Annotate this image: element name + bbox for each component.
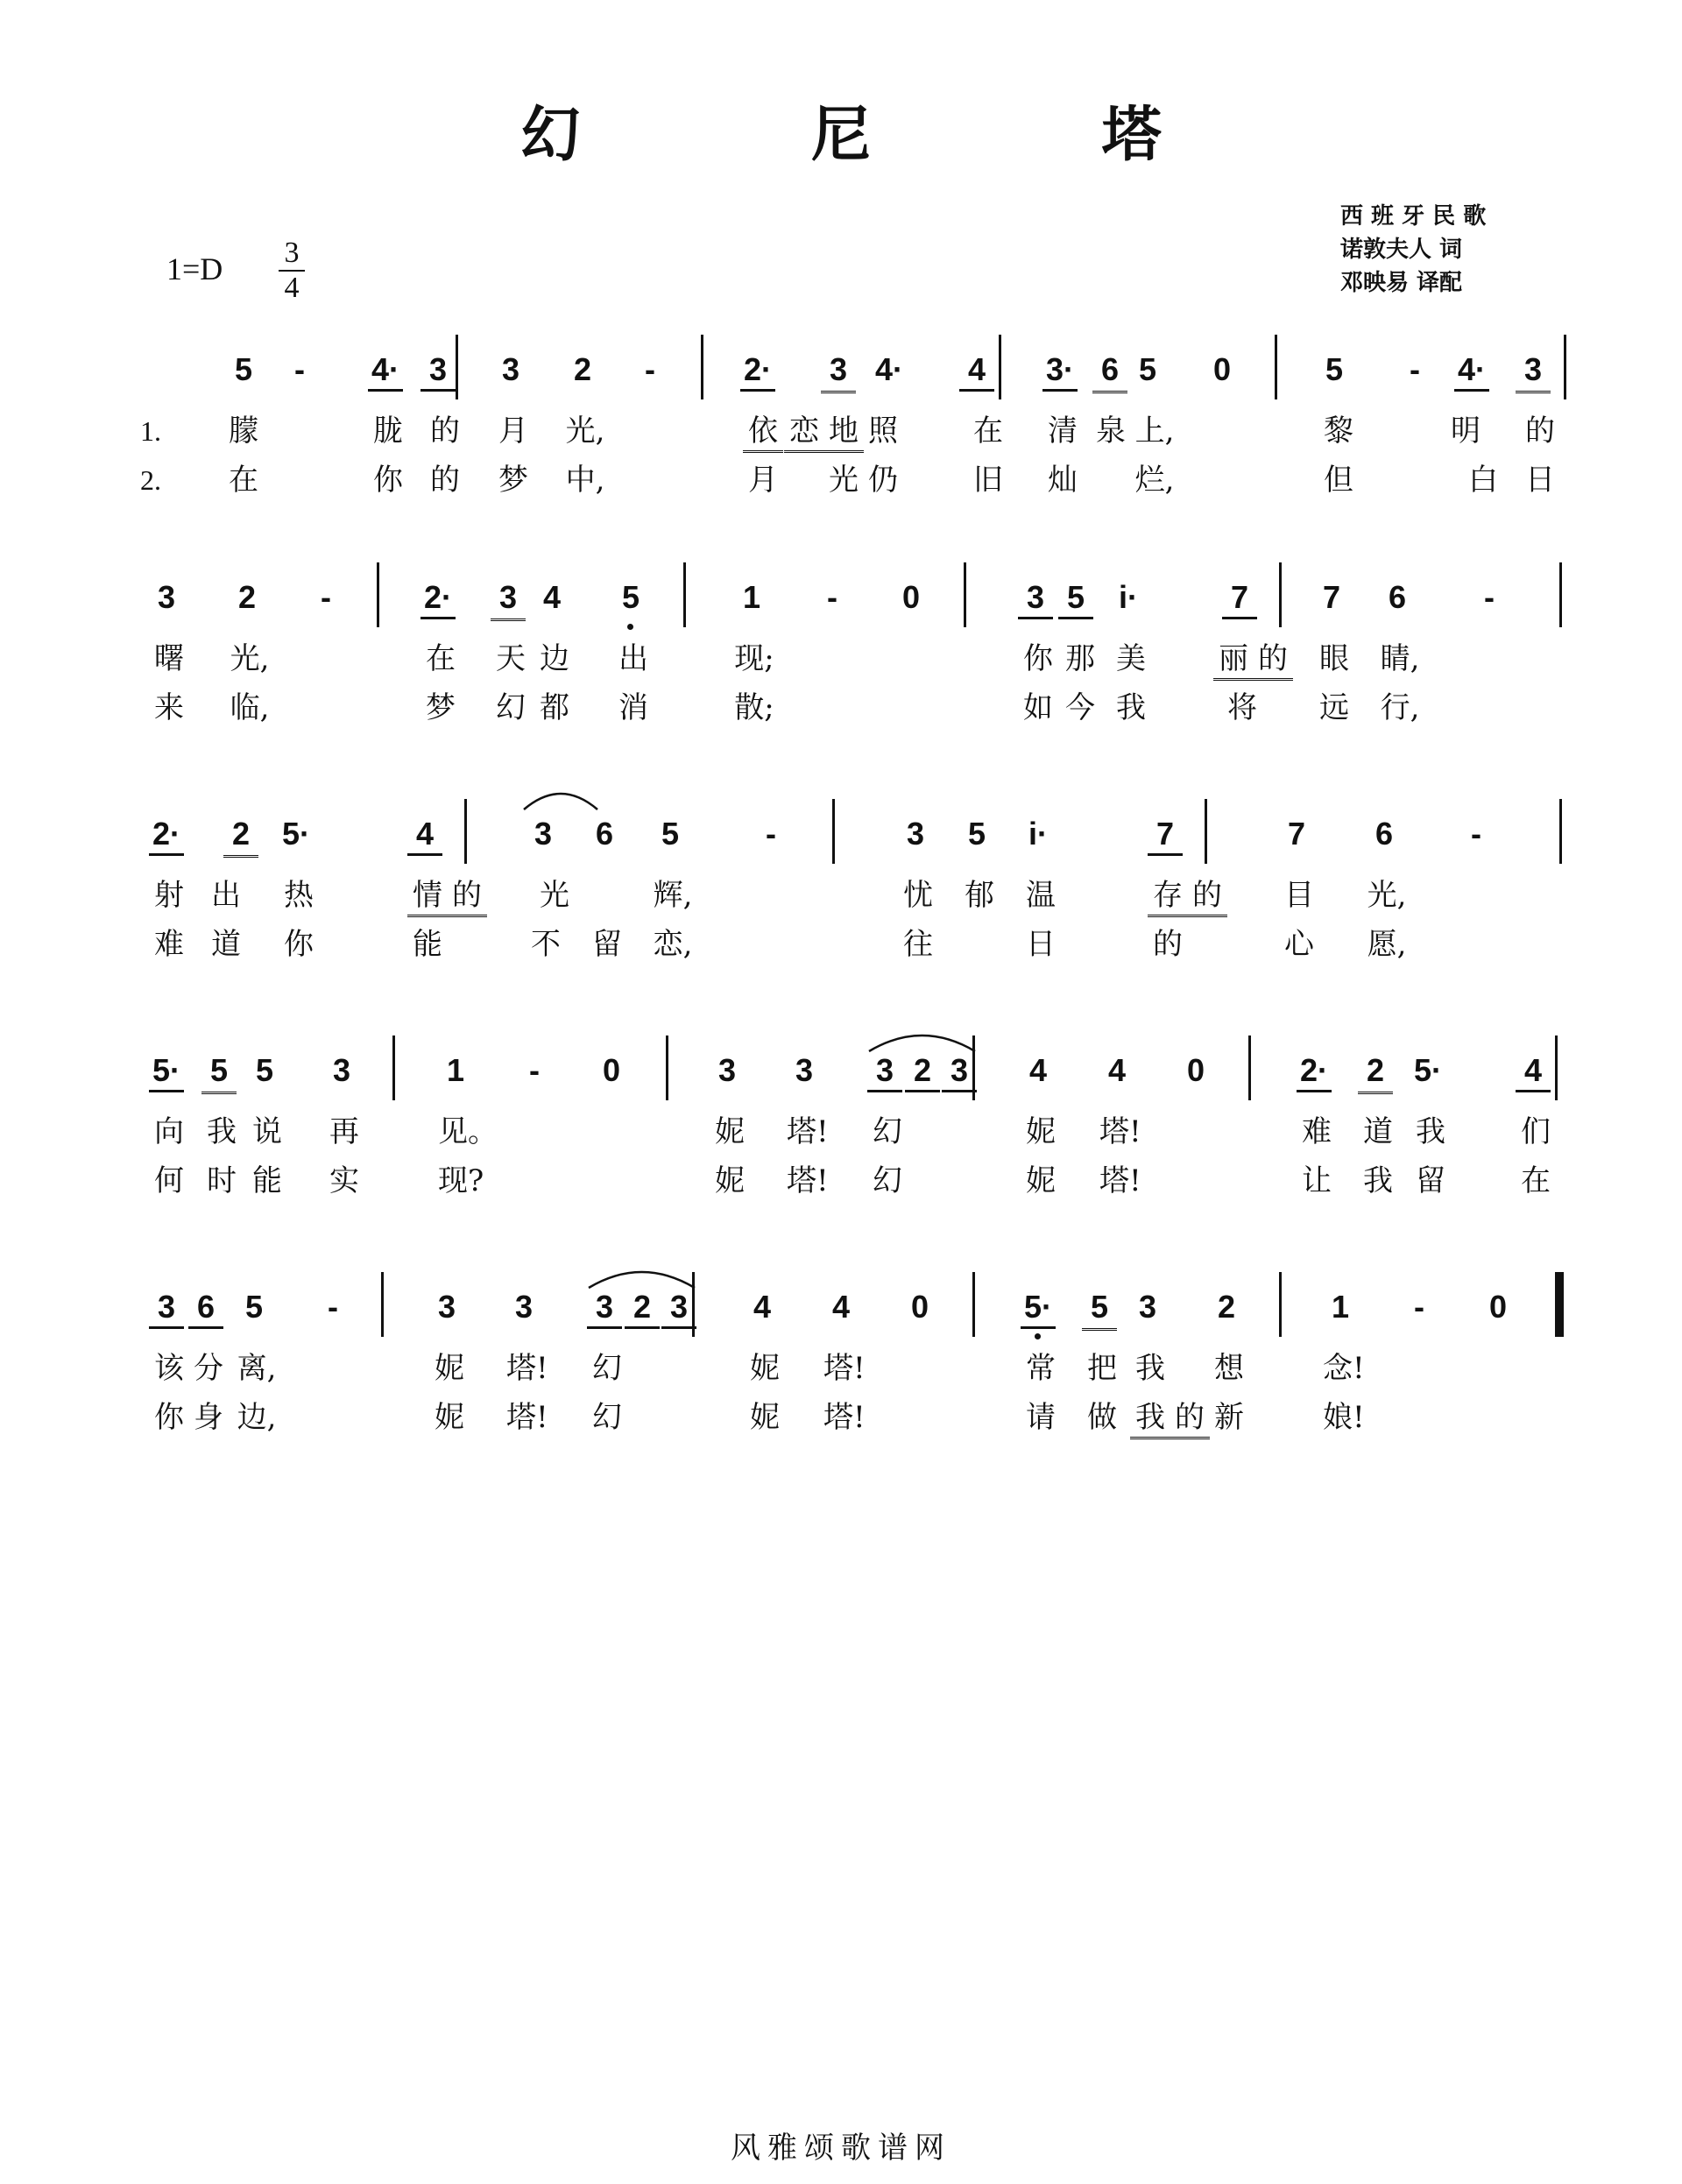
note: 3: [906, 816, 925, 852]
note: 3: [717, 1052, 737, 1088]
note: 6: [1375, 816, 1394, 852]
verse-number: 1.: [140, 415, 161, 447]
lyric-syllable: 做: [1087, 1400, 1117, 1435]
note: 7: [1322, 579, 1341, 615]
lyric-syllable: 我: [207, 1114, 237, 1149]
barline: [456, 335, 458, 399]
lyric-syllable: 在: [973, 413, 1003, 449]
lyric-syllable: 妮: [715, 1163, 745, 1198]
lyric-syllable: 美: [1116, 641, 1146, 676]
lyric-syllable: 的: [1170, 1398, 1210, 1439]
lyric-syllable: 今: [1065, 690, 1095, 725]
lyric-syllable: 幻: [592, 1351, 622, 1386]
lyric-syllable: 塔!: [823, 1351, 866, 1386]
note: 2: [223, 815, 258, 858]
lyric-syllable: 幻: [873, 1163, 902, 1198]
barline: [381, 1272, 384, 1337]
note: 4: [542, 579, 562, 615]
lyric-syllable: 散;: [734, 690, 774, 725]
lyric-syllable: 白: [1468, 463, 1498, 498]
note: 5: [967, 816, 986, 852]
lyric-syllable: 射: [154, 878, 184, 913]
barline: [1564, 335, 1566, 399]
lyric-syllable: 行,: [1380, 690, 1420, 725]
lyric-syllable: 妮: [750, 1351, 780, 1386]
note: 5: [234, 351, 253, 387]
lyric-syllable: 灿: [1048, 463, 1078, 498]
barline: [1559, 799, 1562, 864]
note: 5·: [149, 1051, 184, 1092]
lyric-syllable: 边: [540, 641, 569, 676]
lyric-syllable: 心: [1284, 927, 1314, 962]
lyric-syllable: 道: [1363, 1114, 1393, 1149]
lyric-syllable: 睛,: [1380, 641, 1420, 676]
time-signature: [279, 237, 305, 305]
lyric-syllable: 你: [1023, 641, 1053, 676]
barline: [964, 562, 966, 627]
lyric-syllable: 分: [194, 1351, 223, 1386]
lyric-syllable: 仍: [868, 463, 898, 498]
note: 2·: [420, 578, 456, 619]
lyric-syllable: 妮: [715, 1114, 745, 1149]
note: 5·: [1413, 1052, 1442, 1088]
lyric-syllable: 光,: [1367, 878, 1407, 913]
note: 0: [1212, 351, 1232, 387]
slur-curve: [869, 1035, 975, 1051]
note: 4·: [368, 350, 403, 392]
low-octave-dot: [627, 624, 633, 630]
note: 3: [149, 1288, 184, 1329]
note: 3·: [1042, 350, 1078, 392]
lyric-syllable: 出: [618, 641, 648, 676]
lyric-syllable: 塔!: [506, 1351, 548, 1386]
note: 2: [905, 1051, 940, 1092]
note: 5: [1082, 1288, 1117, 1331]
lyric-syllable: 旧: [973, 463, 1003, 498]
lyric-syllable: 塔!: [787, 1163, 829, 1198]
note: 3: [501, 351, 520, 387]
note: 3: [587, 1288, 622, 1329]
lyric-syllable: 上,: [1134, 413, 1175, 449]
note: 2·: [1297, 1051, 1332, 1092]
note: 4: [407, 815, 442, 856]
note-dash: -: [1471, 816, 1481, 852]
barline: [1279, 1272, 1282, 1337]
lyric-syllable: 何: [154, 1163, 184, 1198]
note: 5: [1058, 578, 1093, 619]
lyric-syllable: 幻: [873, 1114, 902, 1149]
lyric-syllable: 塔!: [506, 1400, 548, 1435]
lyric-syllable: 们: [1521, 1114, 1551, 1149]
note: 4: [959, 350, 994, 392]
note: 3: [437, 1289, 456, 1325]
note-dash: -: [645, 351, 655, 387]
lyric-syllable: 我: [1135, 1351, 1165, 1386]
lyric-syllable: 眼: [1319, 641, 1349, 676]
note: 0: [602, 1052, 621, 1088]
note: 3: [1516, 350, 1551, 393]
lyric-syllable: 在: [1521, 1163, 1551, 1198]
barline: [1275, 335, 1277, 399]
lyric-syllable: 实: [329, 1163, 359, 1198]
lyric-syllable: 的: [1187, 876, 1227, 917]
key-signature: 1=D: [166, 251, 223, 286]
note: 7: [1222, 578, 1257, 619]
note: 3: [1138, 1289, 1157, 1325]
lyric-syllable: 情: [407, 876, 448, 917]
lyric-syllable: 见。: [438, 1114, 498, 1149]
barline: [999, 335, 1001, 399]
lyric-syllable: 边,: [237, 1400, 277, 1435]
slur: [522, 785, 599, 811]
lyric-syllable: 天: [496, 641, 526, 676]
lyric-syllable: 在: [426, 641, 456, 676]
lyric-syllable: 愿,: [1367, 927, 1407, 962]
lyric-syllable: 曙: [154, 641, 184, 676]
lyric-syllable: 的: [430, 413, 460, 449]
lyric-syllable: 如: [1023, 690, 1053, 725]
lyric-syllable: 辉,: [653, 878, 693, 913]
lyric-syllable: 难: [154, 927, 184, 962]
note: 4: [1107, 1052, 1127, 1088]
lyric-syllable: 妮: [435, 1400, 464, 1435]
note-dash: -: [294, 351, 305, 387]
note: 6: [188, 1288, 223, 1329]
lyric-syllable: 胧: [373, 413, 403, 449]
slur-curve: [589, 1272, 695, 1288]
note: 6: [1092, 350, 1127, 393]
lyric-syllable: 的: [1525, 413, 1555, 449]
lyric-syllable: 丽: [1213, 640, 1254, 681]
note: 6: [1388, 579, 1407, 615]
slur-curve: [524, 794, 597, 809]
note: 2: [625, 1288, 660, 1329]
note: 5: [661, 816, 680, 852]
lyric-syllable: 留: [592, 927, 622, 962]
note: 3: [332, 1052, 351, 1088]
lyric-syllable: 时: [207, 1163, 237, 1198]
lyric-syllable: 烂,: [1134, 463, 1175, 498]
barline: [1248, 1035, 1251, 1100]
lyric-syllable: 郁: [965, 878, 994, 913]
lyric-syllable: 你: [284, 927, 314, 962]
credits: [1340, 198, 1568, 298]
note: 6: [595, 816, 614, 852]
barline: [464, 799, 467, 864]
low-octave-dot: [1035, 1333, 1041, 1339]
site-footer: 风雅颂歌谱网: [731, 2131, 951, 2166]
lyric-syllable: 来: [154, 690, 184, 725]
verse-number: 2.: [140, 464, 161, 496]
lyric-syllable: 热: [284, 878, 314, 913]
lyric-syllable: 幻: [592, 1400, 622, 1435]
note: 2: [1217, 1289, 1236, 1325]
lyric-syllable: 光,: [230, 641, 270, 676]
note: 1: [1331, 1289, 1350, 1325]
note: 4: [831, 1289, 851, 1325]
lyric-syllable: 妮: [435, 1351, 464, 1386]
lyric-syllable: 妮: [750, 1400, 780, 1435]
meter-bottom: 4: [284, 272, 300, 304]
barline: [1279, 562, 1282, 627]
lyric-syllable: 念!: [1323, 1351, 1365, 1386]
lyric-syllable: 日: [1525, 463, 1555, 498]
lyric-syllable: 我: [1130, 1398, 1170, 1439]
barline: [832, 799, 835, 864]
note: 2: [237, 579, 257, 615]
note: 4: [753, 1289, 772, 1325]
note: 7: [1148, 815, 1183, 856]
note: 3: [157, 579, 176, 615]
lyric-syllable: 塔!: [823, 1400, 866, 1435]
credit-translator: 邓映易 译配: [1340, 270, 1463, 296]
lyric-syllable: 我: [1116, 690, 1146, 725]
note: 7: [1287, 816, 1306, 852]
barline: [377, 562, 379, 627]
note-dash: -: [1484, 579, 1495, 615]
note: 5·: [1021, 1288, 1056, 1329]
note: i·: [1119, 579, 1138, 615]
lyric-syllable: 想: [1214, 1351, 1244, 1386]
lyric-syllable: 往: [903, 927, 933, 962]
lyric-syllable: 临,: [230, 690, 270, 725]
note-dash: -: [321, 579, 331, 615]
lyric-syllable: 泉: [1096, 413, 1126, 449]
lyric-syllable: 消: [618, 690, 648, 725]
meter-top: 3: [284, 237, 300, 269]
note-dash: -: [1410, 351, 1420, 387]
lyric-syllable: 能: [413, 927, 442, 962]
note: 2·: [149, 815, 184, 856]
lyric-syllable: 明: [1451, 413, 1481, 449]
lyric-syllable: 离,: [237, 1351, 277, 1386]
lyric-syllable: 该: [154, 1351, 184, 1386]
lyric-syllable: 我: [1416, 1114, 1445, 1149]
note: 2·: [740, 350, 775, 392]
lyric-syllable: 说: [252, 1114, 282, 1149]
note-dash: -: [328, 1289, 338, 1325]
lyric-syllable: 把: [1087, 1351, 1117, 1386]
note: 1: [742, 579, 761, 615]
lyric-syllable: 光: [540, 878, 569, 913]
note: 1: [446, 1052, 465, 1088]
note: 4: [1028, 1052, 1048, 1088]
lyric-syllable: 出: [211, 878, 241, 913]
lyric-syllable: 塔!: [1099, 1114, 1141, 1149]
lyric-syllable: 道: [211, 927, 241, 962]
credit-origin: 西 班 牙 民 歌: [1340, 203, 1487, 230]
note: 5·: [281, 816, 310, 852]
note: 5: [255, 1052, 274, 1088]
credit-lyricist: 诺敦夫人 词: [1340, 237, 1463, 263]
barline: [683, 562, 686, 627]
lyric-syllable: 现;: [734, 641, 774, 676]
note: 3: [942, 1051, 977, 1092]
note: 3: [661, 1288, 696, 1329]
lyric-syllable: 梦: [498, 463, 528, 498]
barline: [1205, 799, 1207, 864]
lyric-syllable: 再: [329, 1114, 359, 1149]
lyric-syllable: 塔!: [1099, 1163, 1141, 1198]
lyric-syllable: 清: [1048, 413, 1078, 449]
lyric-syllable: 存: [1148, 876, 1188, 917]
lyric-syllable: 恋,: [653, 927, 693, 962]
lyric-syllable: 我: [1363, 1163, 1393, 1198]
lyric-syllable: 远: [1319, 690, 1349, 725]
note: 2: [1358, 1051, 1393, 1094]
lyric-syllable: 的: [447, 876, 487, 917]
lyric-syllable: 请: [1026, 1400, 1056, 1435]
lyric-syllable: 朦: [229, 413, 258, 449]
note: 0: [910, 1289, 929, 1325]
lyric-syllable: 让: [1302, 1163, 1332, 1198]
lyric-syllable: 恋: [784, 412, 824, 453]
barline: [972, 1272, 975, 1337]
lyric-syllable: 你: [154, 1400, 184, 1435]
lyric-syllable: 光: [829, 463, 859, 498]
lyric-syllable: 黎: [1324, 413, 1353, 449]
lyric-syllable: 梦: [426, 690, 456, 725]
note: 3: [795, 1052, 814, 1088]
note-dash: -: [529, 1052, 540, 1088]
lyric-syllable: 在: [229, 463, 258, 498]
lyric-syllable: 那: [1065, 641, 1095, 676]
lyric-syllable: 目: [1284, 878, 1314, 913]
note: 0: [901, 579, 921, 615]
barline: [701, 335, 703, 399]
note-dash: -: [827, 579, 837, 615]
note: 2: [573, 351, 592, 387]
lyric-syllable: 都: [540, 690, 569, 725]
lyric-syllable: 塔!: [787, 1114, 829, 1149]
note: 5: [1138, 351, 1157, 387]
note: 5: [201, 1051, 237, 1094]
lyric-syllable: 幻: [496, 690, 526, 725]
lyric-syllable: 常: [1026, 1351, 1056, 1386]
lyric-syllable: 的: [1153, 927, 1183, 962]
note: 3: [534, 816, 553, 852]
lyric-syllable: 能: [252, 1163, 282, 1198]
lyric-syllable: 不: [531, 927, 561, 962]
lyric-syllable: 忧: [903, 878, 933, 913]
lyric-syllable: 地: [823, 412, 864, 453]
lyric-syllable: 难: [1302, 1114, 1332, 1149]
slur: [867, 1027, 977, 1053]
lyric-syllable: 现?: [438, 1163, 484, 1198]
note: 3: [514, 1289, 534, 1325]
lyric-syllable: 温: [1026, 878, 1056, 913]
lyric-syllable: 月: [748, 463, 778, 498]
note: 0: [1186, 1052, 1205, 1088]
note: 4·: [874, 351, 903, 387]
slur: [587, 1263, 696, 1290]
lyric-syllable: 向: [154, 1114, 184, 1149]
lyric-syllable: 妮: [1026, 1114, 1056, 1149]
lyric-syllable: 但: [1324, 463, 1353, 498]
note: 4·: [1454, 350, 1489, 392]
barline: [1559, 562, 1562, 627]
barline: [392, 1035, 395, 1100]
lyric-syllable: 娘!: [1323, 1400, 1365, 1435]
note: 5: [244, 1289, 264, 1325]
lyric-syllable: 依: [743, 412, 783, 453]
final-barline: [1555, 1272, 1564, 1337]
note: 5: [1325, 351, 1344, 387]
note: 3: [420, 350, 456, 392]
barline: [666, 1035, 668, 1100]
note: 3: [491, 578, 526, 621]
lyric-syllable: 光,: [565, 413, 605, 449]
lyric-syllable: 妮: [1026, 1163, 1056, 1198]
lyric-syllable: 身: [194, 1400, 223, 1435]
lyric-syllable: 的: [430, 463, 460, 498]
barline: [1555, 1035, 1558, 1100]
note-dash: -: [766, 816, 776, 852]
lyric-syllable: 新: [1214, 1400, 1244, 1435]
note: 5: [613, 578, 648, 617]
lyric-syllable: 照: [868, 413, 898, 449]
note: 3: [1018, 578, 1053, 619]
note: 0: [1488, 1289, 1508, 1325]
lyric-syllable: 日: [1026, 927, 1056, 962]
note-dash: -: [1414, 1289, 1424, 1325]
lyric-syllable: 的: [1253, 640, 1293, 681]
song-title: 幻 尼 塔: [520, 100, 1267, 170]
lyric-syllable: 中,: [565, 463, 605, 498]
note: 3: [821, 350, 856, 393]
lyric-syllable: 留: [1416, 1163, 1445, 1198]
lyric-syllable: 月: [498, 413, 528, 449]
lyric-syllable: 将: [1227, 690, 1257, 725]
note: 3: [867, 1051, 902, 1092]
note: 4: [1516, 1051, 1551, 1092]
lyric-syllable: 你: [373, 463, 403, 498]
note: i·: [1028, 816, 1048, 852]
